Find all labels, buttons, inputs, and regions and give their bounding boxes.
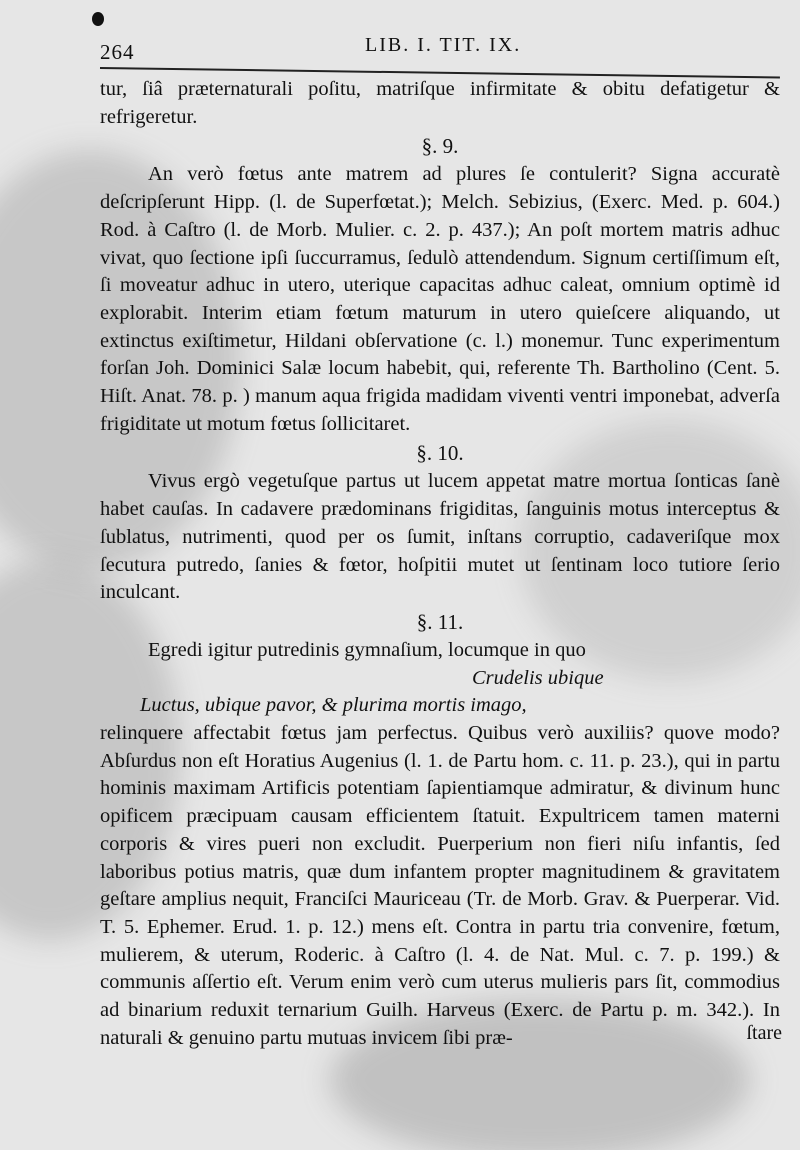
running-title: LIB. I. TIT. IX. (365, 34, 522, 56)
verse-line-2: Luctus, ubique pavor, & plurima mortis imago, (140, 694, 527, 717)
section-heading-11: §. 11. (416, 609, 464, 634)
paragraph-intro: tur, ſiâ præternaturali poſitu, matriſque infirmitate & obitu defatigetur & refrigeretur. (100, 78, 780, 128)
paragraph-section-11-lead: Egredi igitur putredinis gymnaſium, locumque in quo (148, 638, 586, 661)
ink-blot (92, 12, 104, 26)
running-head (100, 34, 680, 64)
section-heading-10: §. 10. (416, 441, 464, 466)
body-text (100, 76, 780, 1053)
catchword: ſtare (746, 1022, 782, 1044)
paragraph-section-10: Vivus ergò vegetuſque partus ut lucem appetat matre mortua ſonticas ſanè habet cauſas. In cadavere prædominans frigiditas, ſanguinis motus interceptus & ſublatus, nutrimenti, quod per os ſumit, inſtans corruptio, cadaveriſque mox ſecutura putredo, ſanies & fœtor, hoſpitii mutet ut ſentinam loco tutiore ſerio inculcant. (100, 470, 780, 604)
section-heading-9: §. 9. (421, 134, 459, 159)
paragraph-section-9: An verò fœtus ante matrem ad plures ſe contulerit? Signa accuratè deſcripſerunt Hipp. (l. de Superfœtat.); Melch. Sebizius, (Exerc. Med. p. 604.) Rod. à Caſtro (l. de Morb. Mulier. c. 2. p. 437.); An poſt mortem matris adhuc vivat, quo ſectione ipſi ſuccurramus, ſedulò attendendum. Signum certiſſimum eſt, ſi moveatur adhuc in utero, uterique capacitas adhuc caleat, omnium optimè id explorabit. Interim etiam fœtum maturum in utero quieſcere aliquando, ut extinctus exiſtimetur, Hildani obſervatione (c. l.) monemur. Tunc experimentum forſan Joh. Dominici Salæ locum habebit, qui, referente Th. Bartholino (Cent. 5. Hiſt. Anat. 78. p. ) manum aqua frigida madidam viventi ventri imponebat, adverſa frigiditate ut motum fœtus ſollicitaret. (100, 163, 780, 435)
verse-line-1: Crudelis ubique (472, 666, 604, 689)
page-number: 264 (100, 40, 135, 64)
paragraph-section-11-body: relinquere affectabit fœtus jam perfectus. Quibus verò auxiliis? quove modo? Abſurdus non eſt Horatius Augenius (l. 1. de Partu hom. c. 11. p. 23.), qui in partu hominis maximam Artificis potentiam ſapientiamque admiratur, & divinum hunc opificem præcipuam causam efficientem ſtatuit. Expultricem tamen materni corporis & vires pueri non excludit. Puerperium non fieri niſu infantis, ſed laboribus potius matris, quæ dum infantem propter magnitudinem & gravitatem geſtare amplius nequit, Franciſci Mauriceau (Tr. de Morb. Grav. & Puerperar. Vid. T. 5. Ephemer. Erud. 1. p. 12.) mens eſt. Contra in partu tria convenire, fœtum, mulierem, & uterum, Roderic. à Caſtro (l. 4. de Nat. Mul. c. 7. p. 199.) & communis aſſertio eſt. Verum enim verò cum uterus mulieris pars ſit, commodius ad binarium reduxit ternarium Guilh. Harveus (Exerc. de Partu p. m. 342.). In naturali & genuino partu mutuas invicem ſibi præ- (100, 722, 780, 1049)
